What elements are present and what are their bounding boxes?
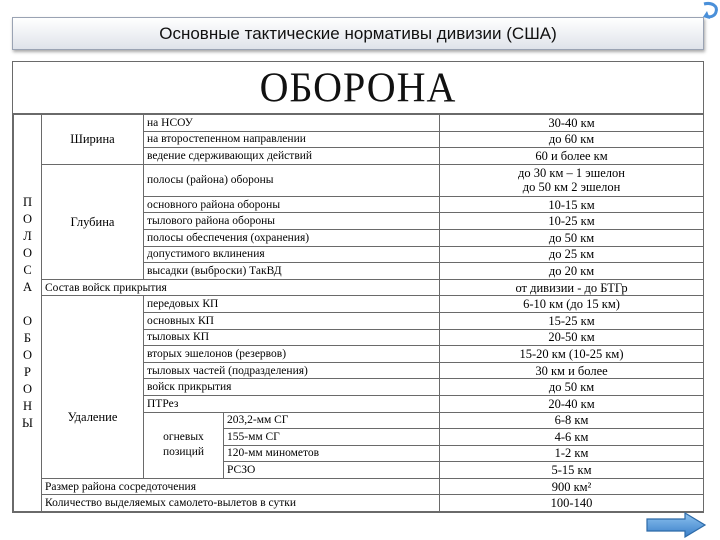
table-row (14, 115, 704, 132)
row-value: 30-40 км (440, 115, 704, 132)
table-row (14, 164, 704, 196)
row-label: тыловых КП (144, 329, 440, 346)
table-row (14, 495, 704, 512)
row-value: 10-15 км (440, 196, 704, 213)
row-label: основного района обороны (144, 196, 440, 213)
row-label: вторых эшелонов (резервов) (144, 346, 440, 363)
row-value: 900 км² (440, 478, 704, 495)
row-value: 6-8 км (440, 412, 704, 429)
row-value: 100-140 (440, 495, 704, 512)
row-value: 30 км и более (440, 362, 704, 379)
defense-standards-table (13, 114, 704, 512)
row-label: тылового района обороны (144, 213, 440, 230)
row-label: полосы (района) обороны (144, 164, 440, 196)
sorties-label: Количество выделяемых самолето-вылетов в сутки (42, 495, 440, 512)
slide-title: Основные тактические нормативы дивизии (США) (159, 23, 557, 43)
cover-force-label: Состав войск прикрытия (42, 279, 440, 296)
side-label-cell: П О Л О С А О Б О Р О Н Ы (14, 115, 42, 512)
table-row (14, 478, 704, 495)
defense-table-frame (12, 61, 704, 513)
row-value: до 25 км (440, 246, 704, 263)
row-label: на второстепенном направлении (144, 131, 440, 148)
row-label: на НСОУ (144, 115, 440, 132)
row-value: до 50 км (440, 379, 704, 396)
row-value: до 50 км (440, 229, 704, 246)
row-value: до 20 км (440, 263, 704, 280)
row-label: 203,2-мм СГ (224, 412, 440, 429)
row-value: до 30 км – 1 эшелон до 50 км 2 эшелон (440, 164, 704, 196)
defense-heading-cell (13, 62, 703, 114)
row-label: РСЗО (224, 462, 440, 479)
row-value: 4-6 км (440, 429, 704, 446)
row-value: 5-15 км (440, 462, 704, 479)
slide-title-bar (12, 17, 704, 50)
row-label: войск прикрытия (144, 379, 440, 396)
row-value: 20-40 км (440, 395, 704, 412)
row-value: от дивизии - до БТГр (440, 279, 704, 296)
row-label: основных КП (144, 312, 440, 329)
row-label: ведение сдерживающих действий (144, 148, 440, 165)
row-label: ПТРез (144, 395, 440, 412)
defense-heading: ОБОРОНА (259, 63, 457, 112)
row-value: 1-2 км (440, 445, 704, 462)
depth-category: Глубина (42, 164, 144, 279)
table-row (14, 279, 704, 296)
row-value: 15-25 км (440, 312, 704, 329)
row-label: 155-мм СГ (224, 429, 440, 446)
next-slide-arrow-icon[interactable] (645, 512, 707, 538)
return-arrow-icon[interactable] (698, 0, 720, 22)
row-label: полосы обеспечения (охранения) (144, 229, 440, 246)
row-label: допустимого вклинения (144, 246, 440, 263)
fire-positions-category: огневых позиций (144, 412, 224, 478)
row-value: 15-20 км (10-25 км) (440, 346, 704, 363)
table-row (14, 296, 704, 313)
distance-category: Удаление (42, 296, 144, 479)
row-value: до 60 км (440, 131, 704, 148)
row-value: 20-50 км (440, 329, 704, 346)
row-value: 60 и более км (440, 148, 704, 165)
row-label: 120-мм минометов (224, 445, 440, 462)
row-value: 6-10 км (до 15 км) (440, 296, 704, 313)
width-category: Ширина (42, 115, 144, 165)
row-value: 10-25 км (440, 213, 704, 230)
row-label: тыловых частей (подразделения) (144, 362, 440, 379)
concentration-area-label: Размер района сосредоточения (42, 478, 440, 495)
row-label: высадки (выброски) ТакВД (144, 263, 440, 280)
row-label: передовых КП (144, 296, 440, 313)
